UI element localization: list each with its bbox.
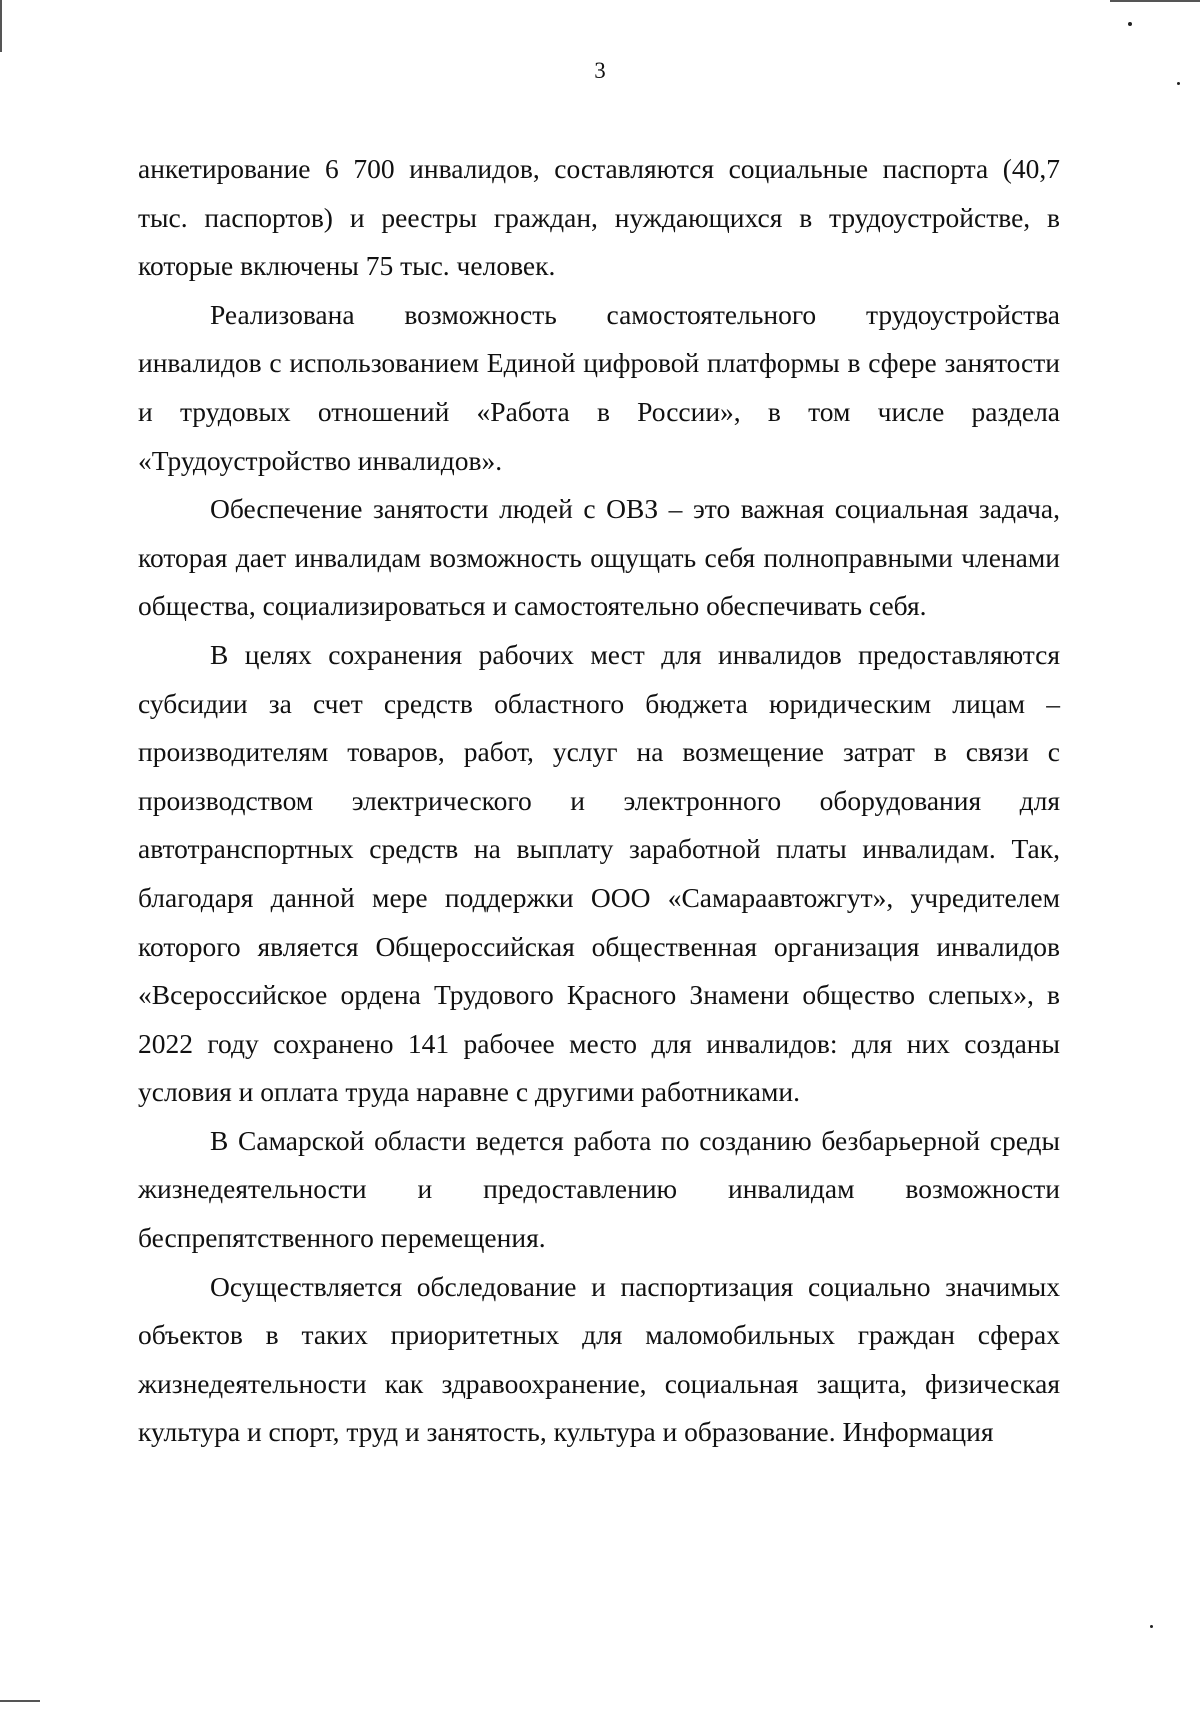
scan-edge-mark: [0, 0, 2, 52]
paragraph: анкетирование 6 700 инвалидов, составляются социальные паспорта (40,7 тыс. паспортов) и реестры граждан, нуждающихся в трудоустройстве, в которые включены 75 тыс. человек.: [138, 153, 1060, 282]
paragraph: В целях сохранения рабочих мест для инвалидов предоставляются субсидии за счет средств областного бюджета юридическим лицам – производителям товаров, работ, услуг на возмещение затрат в связи с производством электрического и электронного оборудования для автотранспортных средств на выплату заработной платы инвалидам. Так, благодаря данной мере поддержки ООО «Самараавтожгут», учредителем которого является Общероссийская общественная организация инвалидов «Всероссийское ордена Трудового Красного Знамени общество слепых», в 2022 году сохранено 141 рабочее место для инвалидов: для них созданы условия и оплата труда наравне с другими работниками.: [138, 638, 1060, 1108]
paragraph: Осуществляется обследование и паспортизация социально значимых объектов в таких приоритетных для маломобильных граждан сферах жизнедеятельности как здравоохранение, социальная защита, физическая культура и спорт, труд и занятость, культура и образование. Информация: [138, 1270, 1060, 1448]
page-number: 3: [594, 58, 606, 83]
paragraph: Реализована возможность самостоятельного трудоустройства инвалидов с использованием Единой цифровой платформы в сфере занятости и трудовых отношений «Работа в России», в том числе раздела «Трудоустройство инвалидов».: [138, 298, 1060, 476]
scan-edge-mark: [0, 1700, 40, 1702]
scan-edge-mark: [1110, 0, 1200, 2]
document-body: [138, 145, 1060, 1457]
paragraph: Обеспечение занятости людей с ОВЗ – это важная социальная задача, которая дает инвалидам возможность ощущать себя полноправными членами общества, социализироваться и самостоятельно обеспечивать себя.: [138, 493, 1060, 622]
paragraph: В Самарской области ведется работа по созданию безбарьерной среды жизнедеятельности и предоставлению инвалидам возможности беспрепятственного перемещения.: [138, 1124, 1060, 1254]
scan-speck: [1150, 1625, 1153, 1628]
scan-speck: [1128, 22, 1132, 26]
